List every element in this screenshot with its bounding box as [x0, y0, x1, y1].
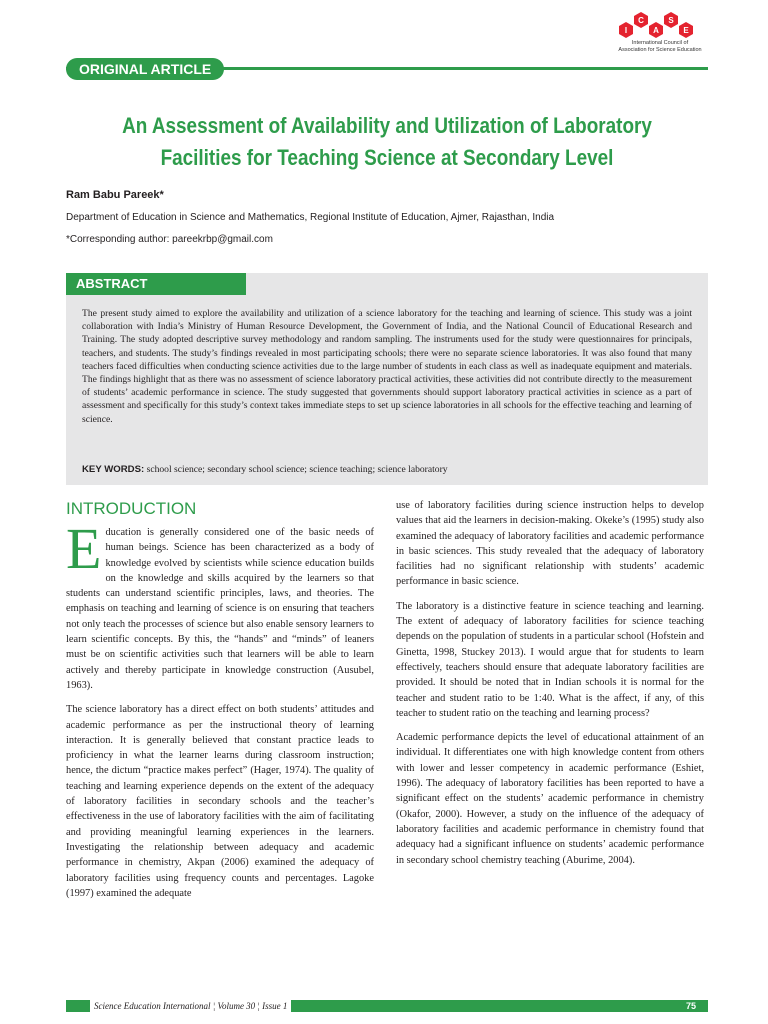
logo-caption-line2: Association for Science Education [618, 47, 702, 53]
abstract-heading: ABSTRACT [66, 273, 246, 295]
abstract-text: The present study aimed to explore the availability and utilization of a science laboratory for the teaching and learning of science. This study was a joint collaboration with India’s Ministry of Human Resource Development, the Government of India, and the National Council of Educational Research and Training. The study adopted descriptive survey methodology and random sampling. The instruments used for the study were questionnaires for principals, teachers, and students. The study’s findings revealed in most participating schools; there were no separate science laboratories. It was also found that many teachers faced difficulties when conducting science activities due to the large number of students in each class as well as inadequate equipment and materials. The findings highlight that as there was no assessment of science laboratory practical activities, these activities did not contribute directly to the measurement of students’ academic performance in science. The study suggested that governments should support laboratory practical activities in science as a part of assessment and specifically for this study’s context takes immediate steps to set up science laboratories in all schools for the effective teaching and learning of science. [82, 308, 692, 425]
author-affiliation: Department of Education in Science and Mathematics, Regional Institute of Education, Ajmer, Rajasthan, India [66, 212, 555, 223]
author-name: Ram Babu Pareek* [66, 189, 164, 201]
body-column-left [66, 498, 374, 910]
drop-cap: E [66, 516, 102, 581]
article-title [111, 110, 663, 174]
title-line1: An Assessment of Availability and Utilization of Laboratory [122, 113, 652, 138]
logo-caption-line1: International Council of [631, 40, 689, 46]
paragraph: The laboratory is a distinctive feature in science teaching and learning. The extent of adequacy of laboratory facilities for science teaching depends on the population of students in a particular school (Hofstein and Ginetta, 1998, Stuckey 2013). I would argue that for students to learn effectively, teachers should ensure that adequate laboratory facilities are provided. It should be noted that in Indian schools it is normal for the teacher and student ratio to be 1:40. What is the affect, if any, of this teacher to student ratio on the teaching and learning process? [396, 600, 704, 719]
keywords-list: school science; secondary school science; science teaching; science laboratory [144, 464, 448, 475]
logo-letter: I [624, 26, 628, 35]
section-heading-introduction: INTRODUCTION [66, 499, 197, 518]
keywords-label: KEY WORDS: [82, 464, 145, 475]
paragraph [66, 516, 374, 693]
corresponding-author: *Corresponding author: pareekrbp@gmail.com [66, 234, 273, 245]
logo-letter: A [653, 26, 659, 35]
footer-journal: Science Education International ¦ Volume 30 ¦ Issue 1 [90, 999, 291, 1013]
paragraph-text: ducation is generally considered one of the basic needs of human beings. Science has been characterized as a body of knowledge evolved by scientists while science education builds on the knowledge and skills acquired by the learners so that students can understand scientific principles, laws, and theories. The emphasis on teaching and learning of science is on ensuring that teachers not only teach the processes of science but also enable sensory learners to learn scientific concepts. By this, the “hands” and “minds” of leaners must be on scientific activities such that learners will be able to learn actively and thereby participate in knowledge construction (Ausubel, 1963). [66, 527, 374, 691]
title-line2: Facilities for Teaching Science at Secondary Level [160, 145, 614, 170]
abstract-box [66, 273, 708, 485]
logo-letter: E [683, 26, 689, 35]
paragraph: Academic performance depicts the level of educational attainment of an individual. It differentiates one with high knowledge content from others with lower and lesser competency in academic performance (Eshiet, 1996). The adequacy of laboratory facilities has been reported to have a significant effect on the students’ academic performance in chemistry (Okafor, 2000). However, a study on the influence of the adequacy of laboratory facilities and academic performance in chemistry found that adequacy had a significant influence on students’ academic performance in secondary school chemistry teaching (Aburime, 2004). [396, 732, 704, 866]
page-number: 75 [686, 1001, 697, 1011]
paragraph: The science laboratory has a direct effect on both students’ attitudes and academic performance as per the instructional theory of learning interaction. It is generally believed that constant practice leads to proficiency in what the learner learns during classroom instruction; hence, the dictum “practice makes perfect” (Hager, 1974). The quality of teaching and learning experience depends on the extent of the adequacy of laboratory facilities in secondary schools and the teacher’s effectiveness in the use of laboratory facilities with the aim of facilitating and providing meaningful learning experiences in the learners. Investigating the relationship between adequacy and academic performance in chemistry, Akpan (2006) examined the adequacy of laboratory facilities using frequency counts and percentages. Lagoke (1997) examined the adequate [66, 704, 374, 899]
paragraph: use of laboratory facilities during science instruction helps to develop values that aid the learners in decision-making. Okeke’s (1995) study also examined the adequacy of laboratory facilities and academic performance in basic sciences. This study revealed that the adequacy of laboratory facilities had no significant relationship with students’ academic performance in basic science. [396, 500, 704, 588]
logo-letter: S [668, 16, 674, 25]
logo-caption [612, 40, 708, 54]
logo-hexagons [619, 12, 693, 38]
article-type-badge: ORIGINAL ARTICLE [66, 58, 224, 80]
body-column-right [396, 498, 704, 877]
keywords [82, 463, 692, 476]
logo-letter: C [638, 16, 644, 25]
